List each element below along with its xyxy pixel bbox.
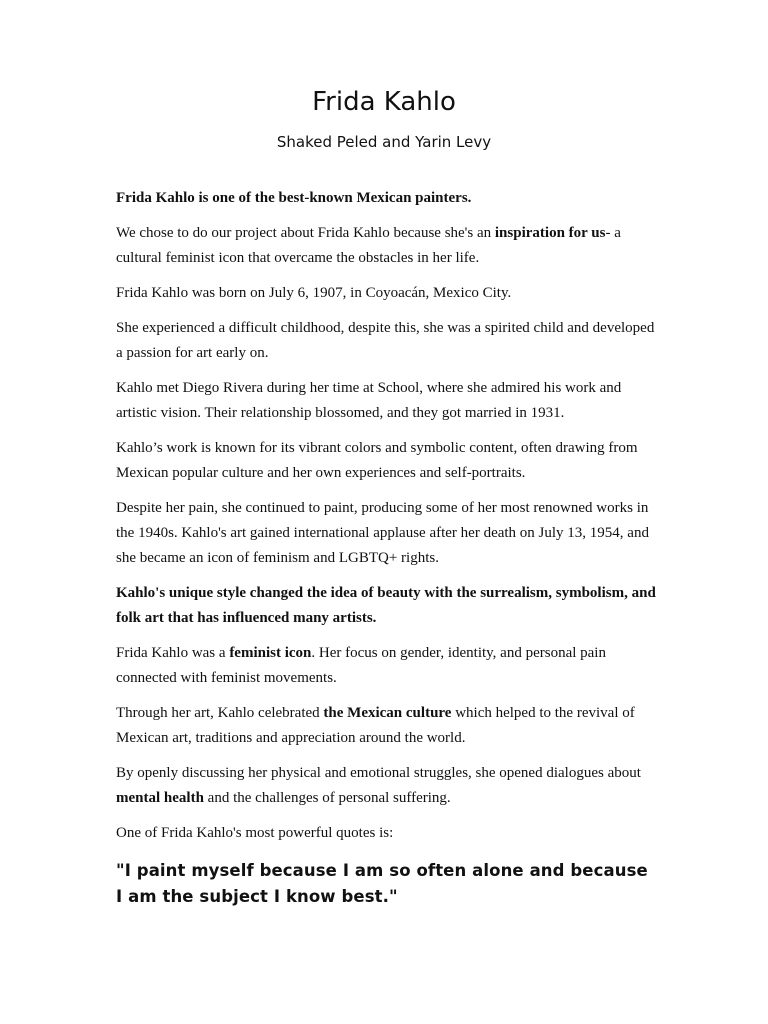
paragraph-work: Kahlo’s work is known for its vibrant colors and symbolic content, often drawing from Mexican popular culture and her own experiences and self-portraits. (116, 440, 638, 481)
paragraph-birth: Frida Kahlo was born on July 6, 1907, in Coyoacán, Mexico City. (116, 285, 512, 301)
paragraph-legacy: Despite her pain, she continued to paint, producing some of her most renowned works in the 1940s. Kahlo's art gained international applause after her death on July 13, 1954, and she became an icon of feminism and LGBTQ+ rights. (116, 500, 649, 566)
paragraph-text: which helped to the revival of Mexican art, traditions and appreciation around the world. (116, 705, 635, 746)
paragraph-text: Through her art, Kahlo celebrated (116, 705, 324, 721)
paragraph-quote-intro: One of Frida Kahlo's most powerful quotes is: (116, 825, 394, 841)
document-title: Frida Kahlo (312, 87, 456, 117)
document-subtitle: Shaked Peled and Yarin Levy (276, 133, 492, 151)
emphasis-text: mental health (116, 790, 204, 806)
paragraph-mental-health (116, 761, 656, 811)
paragraph-style (116, 581, 656, 631)
paragraph-diego-rivera: Kahlo met Diego Rivera during her time at School, where she admired his work and artistic vision. Their relationship blossomed, and they got married in 1931. (116, 380, 622, 421)
emphasis-text: inspiration for us (494, 225, 606, 241)
paragraph-text: We chose to do our project about Frida Kahlo because she's an (116, 225, 495, 241)
intro-bold-text: Frida Kahlo is one of the best-known Mexican painters. (116, 190, 472, 206)
paragraph-intro (116, 186, 656, 211)
emphasis-text: the Mexican culture (323, 705, 452, 721)
paragraph-text: By openly discussing her physical and emotional struggles, she opened dialogues about (116, 765, 641, 781)
paragraph-childhood: She experienced a difficult childhood, despite this, she was a spirited child and developed a passion for art early on. (116, 320, 655, 361)
kahlo-quote: "I paint myself because I am so often alone and because I am the subject I know best." (116, 861, 648, 906)
paragraph-text: - a cultural feminist icon that overcame the obstacles in her life. (116, 225, 621, 266)
document-body (116, 186, 656, 920)
style-bold-text: Kahlo's unique style changed the idea of beauty with the surrealism, symbolism, and folk art that has influenced many artists. (116, 585, 656, 626)
paragraph-feminist (116, 641, 656, 691)
paragraph-culture (116, 701, 656, 751)
paragraph-inspiration (116, 221, 656, 271)
paragraph-text: Frida Kahlo was a (116, 645, 230, 661)
paragraph-text: . Her focus on gender, identity, and personal pain connected with feminist movements. (116, 645, 606, 686)
emphasis-text: feminist icon (229, 645, 312, 661)
paragraph-text: and the challenges of personal suffering. (203, 790, 451, 806)
